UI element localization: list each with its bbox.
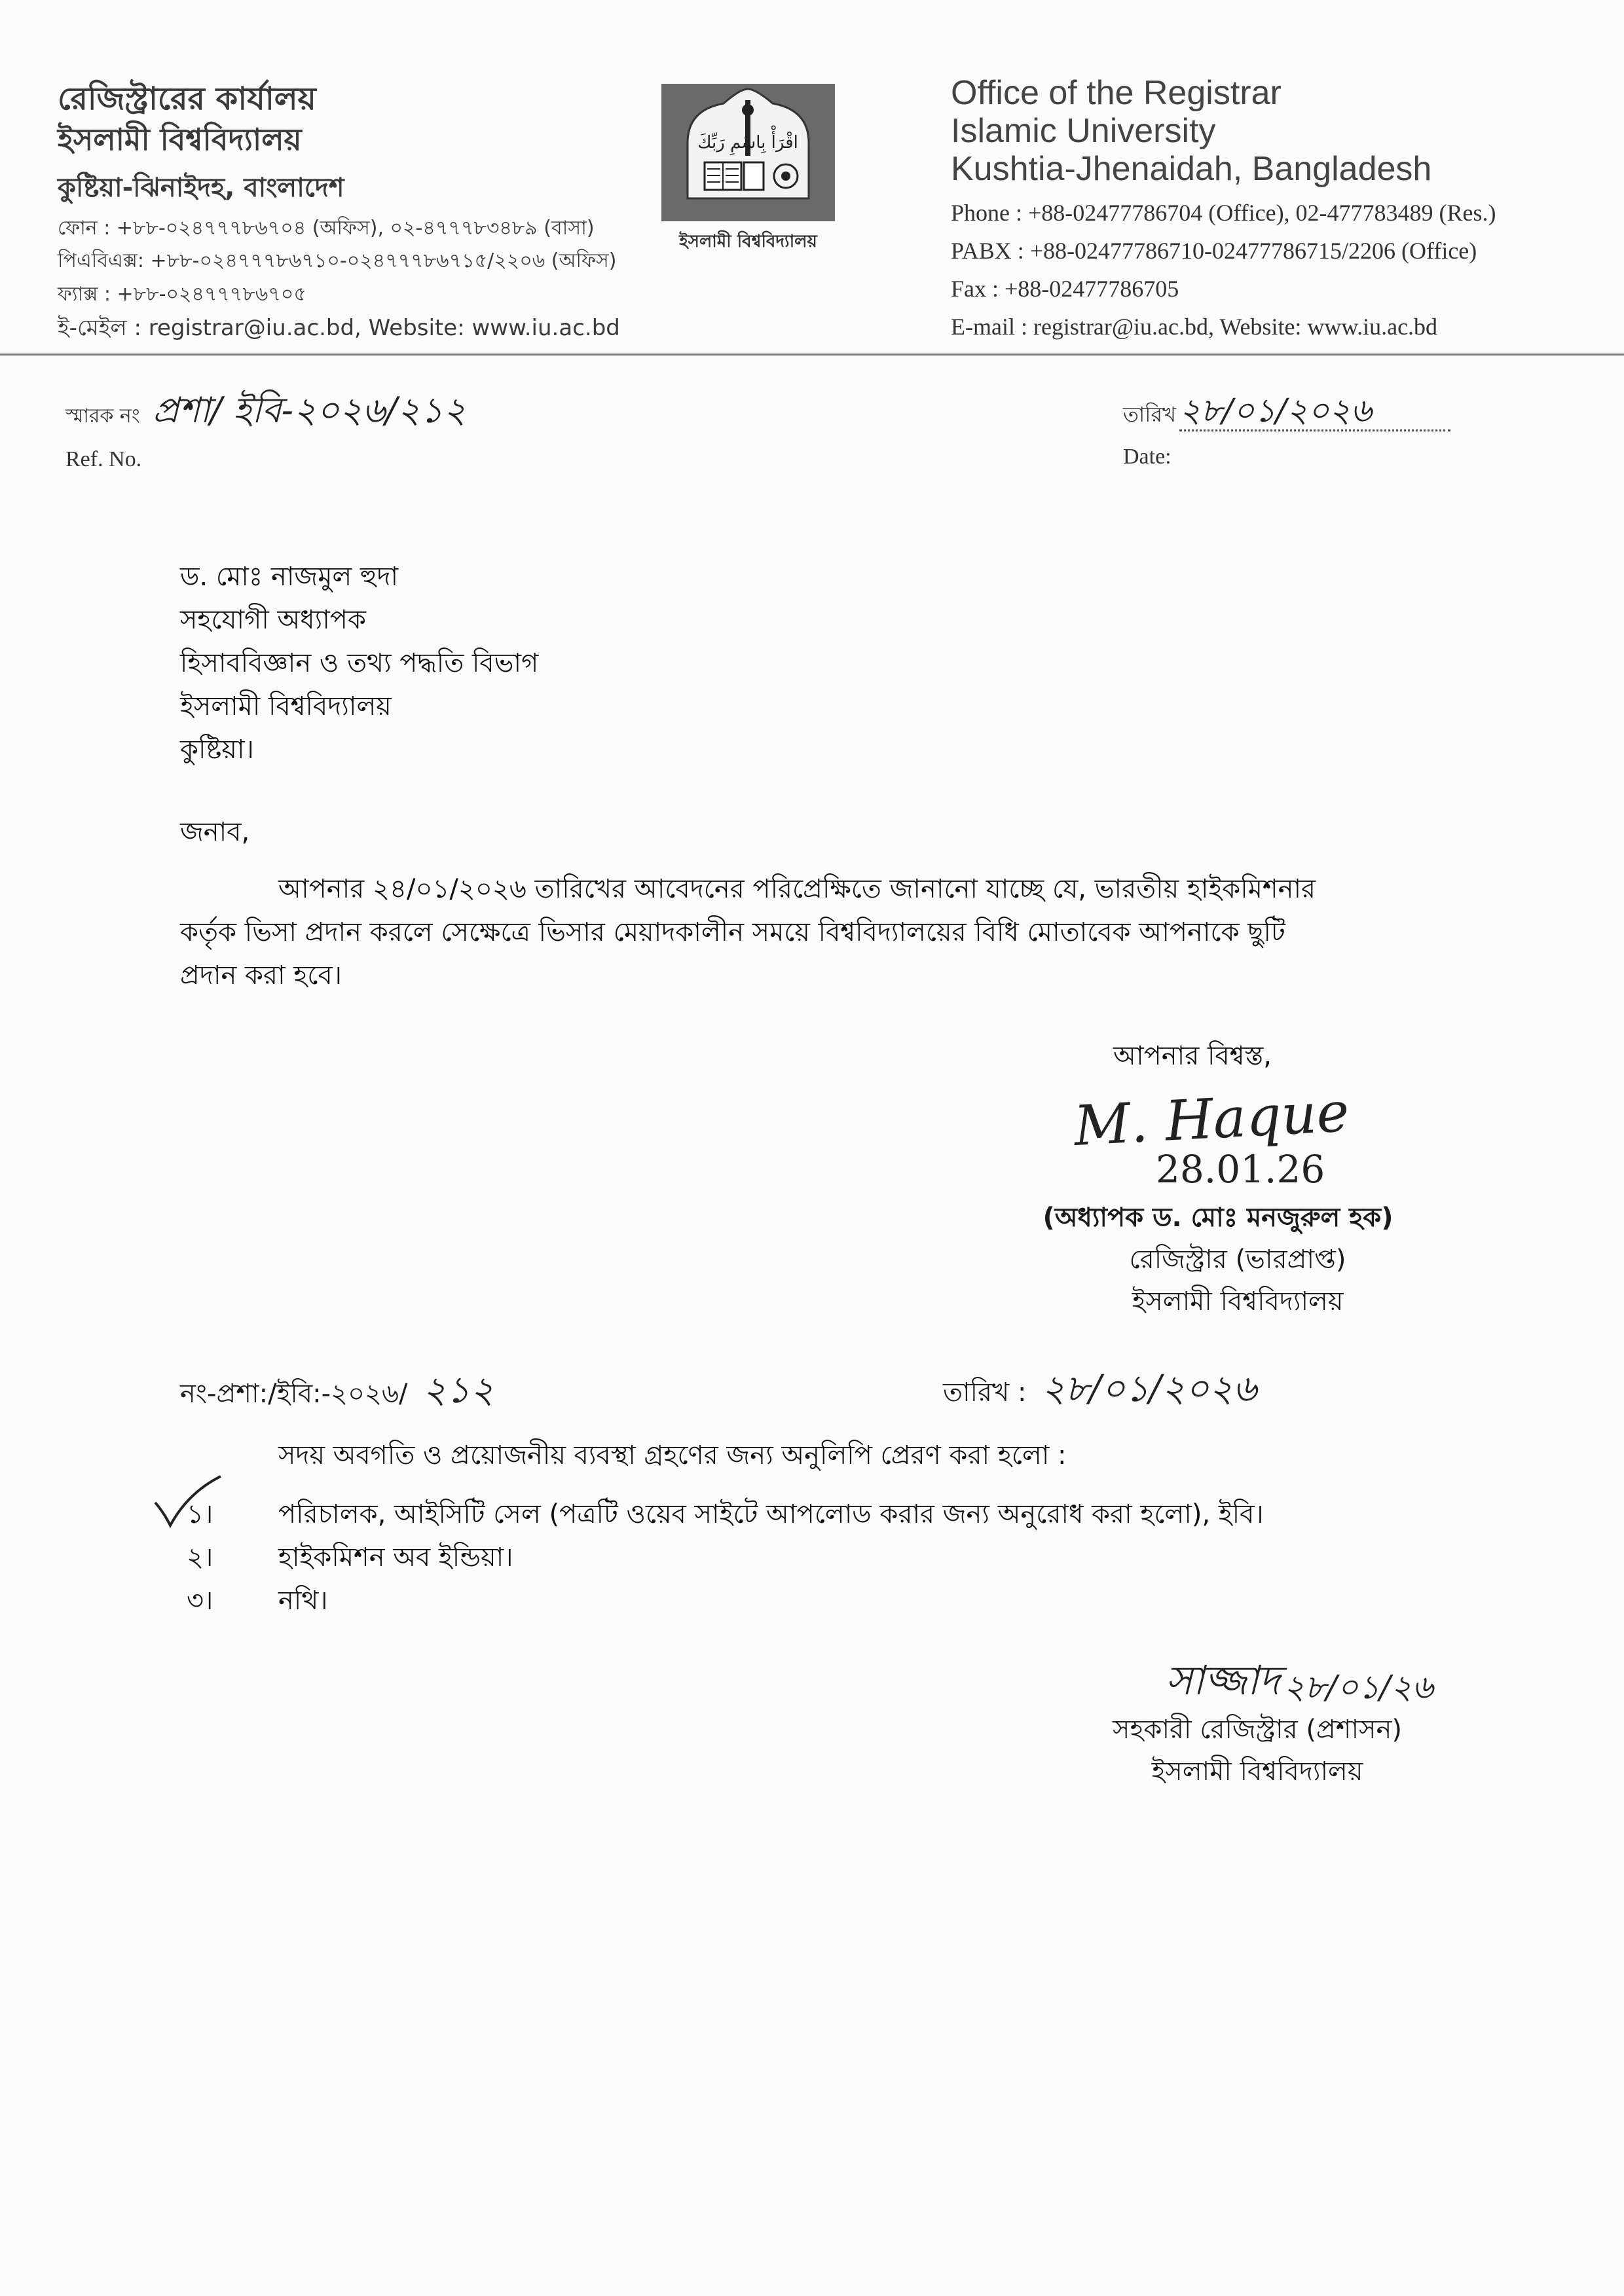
registrar-signature: M. Haque bbox=[1072, 1080, 1351, 1158]
list-item-number: ২। bbox=[187, 1542, 213, 1573]
recipient-name: ড. মোঃ নাজমুল হুদা bbox=[180, 562, 399, 592]
body-line-1: আপনার ২৪/০১/২০২৬ তারিখের আবেদনের পরিপ্রেক্ষিতে জানানো যাচ্ছে যে, ভারতীয় হাইকমিশনার bbox=[278, 874, 1316, 904]
office-name-en: Office of the Registrar bbox=[951, 74, 1282, 112]
ref-label-en: Ref. No. bbox=[65, 447, 142, 471]
salutation: জনাব, bbox=[180, 817, 250, 847]
ref-block bbox=[65, 383, 655, 472]
list-item-number: ১। bbox=[187, 1499, 213, 1529]
address-bn: কুষ্টিয়া-ঝিনাইদহ, বাংলাদেশ bbox=[58, 173, 344, 203]
date-label-bn: তারিখ bbox=[1123, 402, 1177, 427]
recipient-address bbox=[180, 555, 966, 771]
recipient-university: ইসলামী বিশ্ববিদ্যালয় bbox=[180, 691, 392, 721]
pabx-en: PABX : +88-02477786710-02477786715/2206 (Office) bbox=[951, 238, 1477, 264]
university-name-bn: ইসলামী বিশ্ববিদ্যালয় bbox=[58, 122, 302, 157]
list-item-text: নথি। bbox=[278, 1586, 328, 1616]
phone-bn: ফোন : +৮৮-০২৪৭৭৭৮৬৭০৪ (অফিস), ০২-৪৭৭৭৮৩৪৮৯ (বাসা) bbox=[58, 217, 595, 240]
fax-bn: ফ্যাক্স : +৮৮-০২৪৭৭৭৮৬৭০৫ bbox=[58, 283, 306, 306]
pabx-bn: পিএবিএক্স: +৮৮-০২৪৭৭৭৮৬৭১০-০২৪৭৭৭৮৬৭১৫/২২০৬ (অফিস) bbox=[58, 249, 617, 272]
list-item bbox=[187, 1536, 1431, 1579]
list-item-text: হাইকমিশন অব ইন্ডিয়া। bbox=[278, 1542, 513, 1573]
copy-list bbox=[187, 1493, 1431, 1622]
recipient-city: কুষ্টিয়া। bbox=[180, 735, 254, 765]
recipient-department: হিসাববিজ্ঞান ও তথ্য পদ্ধতি বিভাগ bbox=[180, 648, 539, 678]
memo-label: নং-প্রশা:/ইবি:-২০২৬/ bbox=[180, 1379, 408, 1409]
list-item bbox=[187, 1579, 1431, 1622]
memo-date bbox=[943, 1360, 1257, 1422]
memo-number: ২১২ bbox=[422, 1369, 494, 1412]
assistant-sign-date: ২৮/০১/২৬ bbox=[1283, 1668, 1433, 1706]
phone-en: Phone : +88-02477786704 (Office), 02-477783489 (Res.) bbox=[951, 200, 1496, 226]
assistant-title: সহকারী রেজিস্ট্রার (প্রশাসন) bbox=[1113, 1715, 1402, 1745]
closing-phrase: আপনার বিশ্বস্ত, bbox=[1113, 1041, 1272, 1071]
signatory-org: ইসলামী বিশ্ববিদ্যালয় bbox=[1132, 1286, 1344, 1317]
body-line-2: কর্তৃক ভিসা প্রদান করলে সেক্ষেত্রে ভিসার মেয়াদকালীন সময়ে বিশ্ববিদ্যালয়ের বিধি মোতাবেক আপনাকে ছুটি bbox=[180, 917, 1285, 947]
logo-arabic: اقْرَأْ بِاسْمِ رَبِّكَ bbox=[697, 133, 798, 153]
assistant-signature: সাজ্জাদ bbox=[1166, 1656, 1280, 1704]
date-block bbox=[1123, 386, 1490, 469]
signatory-block bbox=[1022, 1197, 1414, 1322]
signatory-title: রেজিস্ট্রার (ভারপ্রাপ্ত) bbox=[1129, 1245, 1346, 1275]
signatory-name: (অধ্যাপক ড. মোঃ মনজুরুল হক) bbox=[1043, 1203, 1393, 1233]
ref-number: প্রশা/ ইবি-২০২৬/২১২ bbox=[152, 390, 466, 431]
registrar-sign-date: 28.01.26 bbox=[1156, 1147, 1325, 1192]
body-line-3: প্রদান করা হবে। bbox=[180, 960, 342, 991]
assistant-org: ইসলামী বিশ্ববিদ্যালয় bbox=[1151, 1757, 1363, 1787]
logo-emblem-icon bbox=[661, 84, 835, 221]
ref-label-bn: স্মারক নং bbox=[65, 405, 140, 428]
logo-caption: ইসলামী বিশ্ববিদ্যালয় bbox=[679, 232, 817, 251]
letter-body bbox=[180, 867, 1411, 997]
header-divider bbox=[0, 354, 1624, 355]
university-logo bbox=[661, 84, 835, 251]
list-item bbox=[187, 1493, 1431, 1536]
letterhead-en bbox=[951, 73, 1606, 346]
memo-line bbox=[180, 1362, 494, 1423]
address-en: Kushtia-Jhenaidah, Bangladesh bbox=[951, 150, 1432, 188]
email-bn: ই-মেইল : registrar@iu.ac.bd, Website: www.iu.ac.bd bbox=[58, 315, 620, 341]
date-label-en: Date: bbox=[1123, 445, 1172, 469]
office-name-bn: রেজিস্ট্রারের কার্যালয় bbox=[58, 81, 316, 117]
list-item-number: ৩। bbox=[187, 1586, 213, 1616]
fax-en: Fax : +88-02477786705 bbox=[951, 276, 1179, 302]
memo-date-value: ২৮/০১/২০২৬ bbox=[1041, 1368, 1257, 1410]
email-en: E-mail : registrar@iu.ac.bd, Website: www.iu.ac.bd bbox=[951, 314, 1438, 340]
memo-date-label: তারিখ : bbox=[943, 1377, 1027, 1408]
assistant-block bbox=[1074, 1709, 1441, 1793]
date-value: ২৮/০১/২০২৬ bbox=[1179, 392, 1450, 431]
recipient-designation: সহযোগী অধ্যাপক bbox=[180, 605, 366, 635]
university-name-en: Islamic University bbox=[951, 112, 1216, 150]
list-item-text: পরিচালক, আইসিটি সেল (পত্রটি ওয়েব সাইটে আপলোড করার জন্য অনুরোধ করা হলো), ইবি। bbox=[278, 1499, 1264, 1529]
copy-intro: সদয় অবগতি ও প্রয়োজনীয় ব্যবস্থা গ্রহণের জন্য অনুলিপি প্রেরণ করা হলো : bbox=[278, 1440, 1067, 1470]
letterhead-bn bbox=[58, 79, 647, 344]
